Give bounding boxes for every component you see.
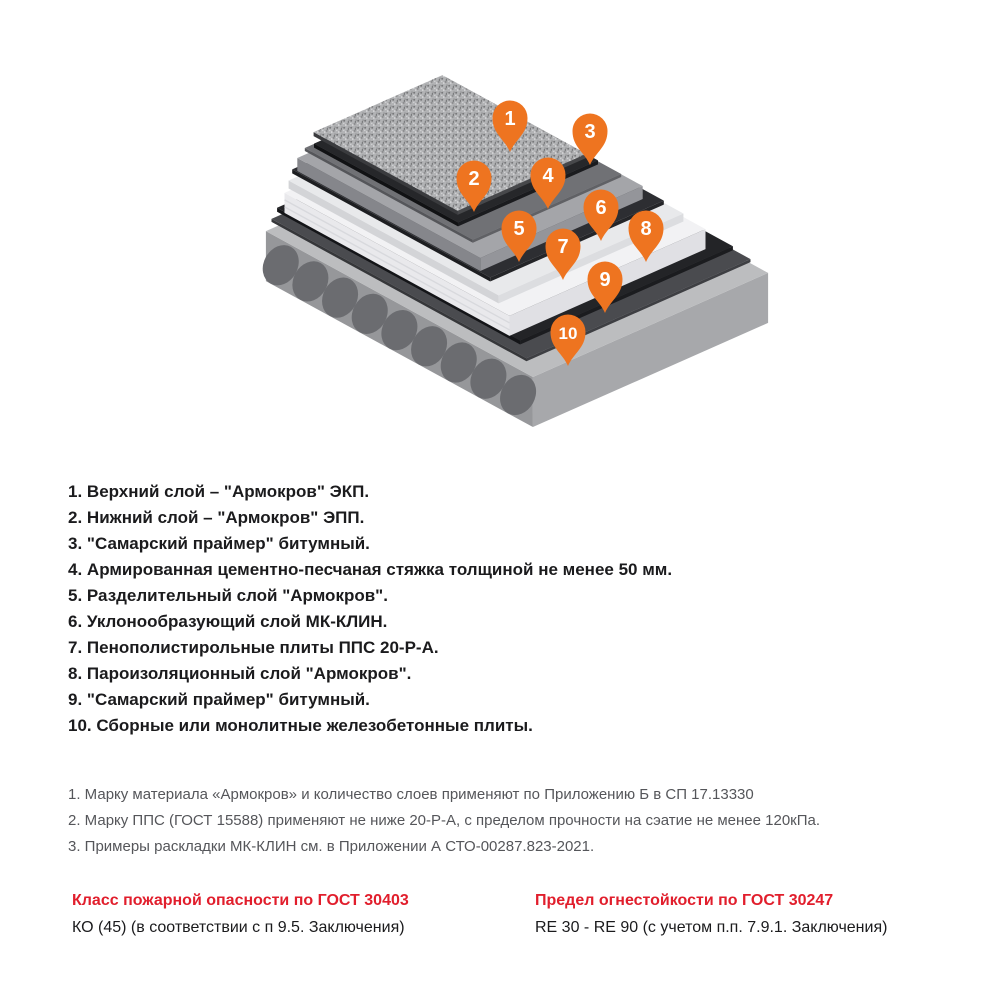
legend-item-text: Пароизоляционный слой "Армокров". — [82, 664, 412, 683]
legend-item-number: 3. — [68, 534, 83, 553]
legend-item-text: "Самарский праймер" битумный. — [82, 534, 370, 553]
legend-item-text: Сборные или монолитные железобетонные плиты. — [91, 716, 533, 735]
footnote-item — [68, 834, 820, 860]
pin-number: 6 — [595, 197, 607, 219]
fire-class-title: Класс пожарной опасности по ГОСТ 30403 — [72, 892, 409, 909]
footnote-item-number: 1. — [68, 786, 81, 803]
legend-item-number: 1. — [68, 482, 83, 501]
pin-number: 1 — [504, 108, 516, 130]
legend-item — [68, 687, 672, 713]
legend-item — [68, 557, 672, 583]
pin-number: 9 — [599, 269, 611, 291]
footnotes-list — [68, 782, 820, 860]
footnote-item — [68, 782, 820, 808]
legend-item-text: "Самарский праймер" битумный. — [82, 690, 370, 709]
legend-item — [68, 531, 672, 557]
pin-number: 3 — [584, 121, 596, 143]
legend-item-number: 2. — [68, 508, 83, 527]
fire-class-spec — [72, 890, 409, 939]
footnote-item-text: Примеры раскладки МК-КЛИН см. в Приложении А СТО-00287.823-2021. — [80, 838, 595, 855]
legend-item — [68, 609, 672, 635]
legend-item-text: Пенополистирольные плиты ППС 20-Р-А. — [82, 638, 439, 657]
legend-item-text: Армированная цементно-песчаная стяжка толщиной не менее 50 мм. — [82, 560, 673, 579]
legend-item-number: 4. — [68, 560, 83, 579]
fire-resistance-title: Предел огнестойкости по ГОСТ 30247 — [535, 892, 834, 909]
footnote-item — [68, 808, 820, 834]
pin-number: 4 — [542, 165, 554, 187]
legend-item-number: 10. — [68, 716, 92, 735]
legend-item-number: 7. — [68, 638, 83, 657]
legend-item — [68, 635, 672, 661]
pin-number: 10 — [558, 324, 578, 343]
pin-number: 5 — [513, 218, 525, 240]
pin-number: 8 — [640, 218, 652, 240]
pin-number: 2 — [468, 168, 480, 190]
legend-item — [68, 713, 672, 739]
footnote-item-text: Марку материала «Армокров» и количество слоев применяют по Приложению Б в СП 17.13330 — [80, 786, 754, 803]
legend-item-text: Верхний слой – "Армокров" ЭКП. — [82, 482, 370, 501]
fire-resistance-value: RE 30 - RE 90 (с учетом п.п. 7.9.1. Заключения) — [535, 919, 888, 936]
legend-item-number: 8. — [68, 664, 83, 683]
legend-item-number: 9. — [68, 690, 83, 709]
legend-item-number: 5. — [68, 586, 83, 605]
pin-number: 7 — [557, 236, 569, 258]
legend-item-text: Нижний слой – "Армокров" ЭПП. — [82, 508, 365, 527]
legend-item-number: 6. — [68, 612, 83, 631]
footnote-item-number: 3. — [68, 838, 81, 855]
roof-layers-diagram — [0, 0, 1000, 460]
footnote-item-number: 2. — [68, 812, 81, 829]
legend-item — [68, 479, 672, 505]
legend-item — [68, 583, 672, 609]
legend-item — [68, 661, 672, 687]
fire-class-value: КО (45) (в соответствии с п 9.5. Заключения) — [72, 919, 405, 936]
fire-resistance-spec — [535, 890, 887, 939]
legend-item-text: Разделительный слой "Армокров". — [82, 586, 388, 605]
legend-item-text: Уклонообразующий слой МК-КЛИН. — [82, 612, 388, 631]
legend-list — [68, 479, 672, 739]
legend-item — [68, 505, 672, 531]
footnote-item-text: Марку ППС (ГОСТ 15588) применяют не ниже 20-Р-А, с пределом прочности на сэатие не менее 120кПа. — [80, 812, 821, 829]
